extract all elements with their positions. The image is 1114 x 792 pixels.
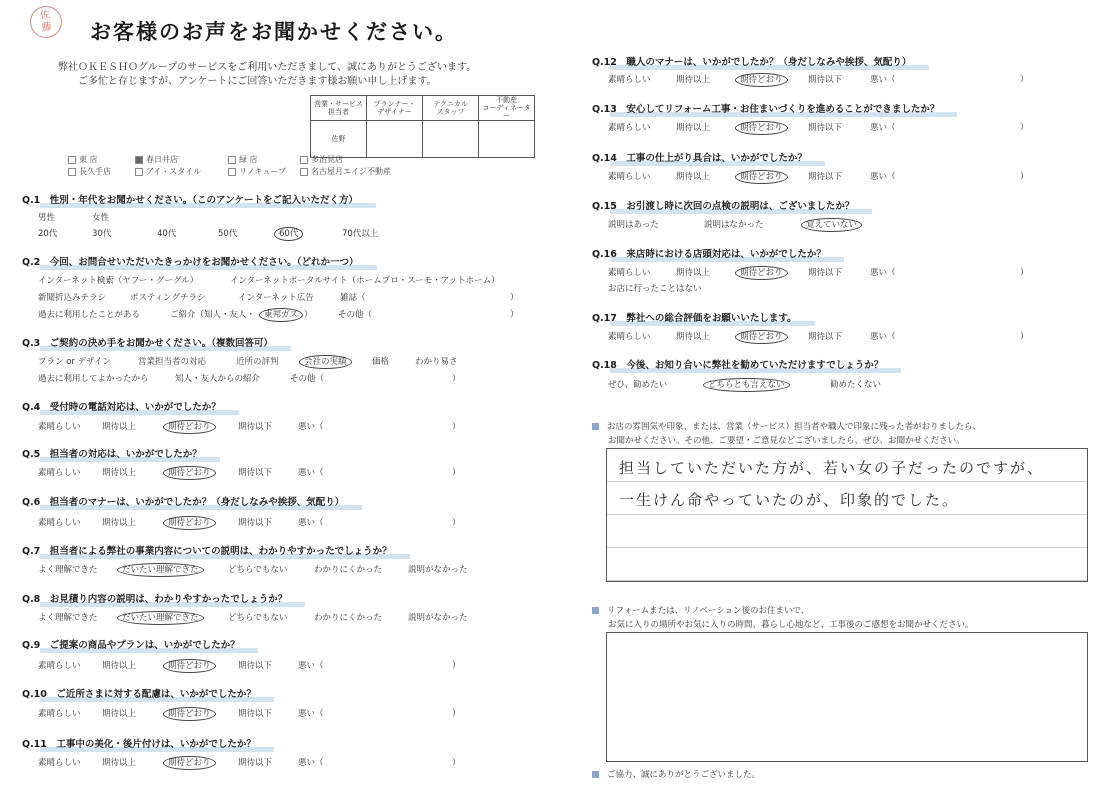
- comment-prompt-2b: お気に入りの場所やお気に入りの時間、暮らし心地など、工事後のご感想をお聞かせください。: [608, 620, 974, 630]
- answer-option[interactable]: 期待以上: [676, 268, 711, 278]
- answer-option[interactable]: お店に行ったことはない: [608, 284, 702, 294]
- paren-close: ）: [452, 758, 461, 768]
- answer-option[interactable]: 説明はあった: [608, 220, 659, 230]
- staff-value-realestate[interactable]: [479, 121, 535, 158]
- answer-option[interactable]: 悪い（: [870, 75, 896, 85]
- answer-option[interactable]: 期待以上: [676, 75, 711, 85]
- store-option[interactable]: 多治見店: [300, 154, 343, 165]
- question-title: Q.17 弊社への総合評価をお願いいたします。: [592, 310, 797, 324]
- answer-option-selected[interactable]: 期待どおり: [163, 659, 216, 673]
- store-option[interactable]: 長久手店: [68, 166, 111, 177]
- answer-option-selected[interactable]: 期待どおり: [163, 516, 216, 530]
- question-title: Q.8 お見積り内容の説明は、わかりやすかったでしょうか？: [22, 591, 287, 605]
- paren-close: ）: [1020, 75, 1029, 85]
- checkbox-icon: [68, 156, 76, 164]
- question-title: Q.7 担当者による弊社の事業内容についての説明は、わかりやすかったでしょうか？: [22, 543, 392, 557]
- answer-option[interactable]: 男性: [38, 213, 56, 223]
- answer-option-selected[interactable]: 期待どおり: [735, 266, 788, 280]
- question-title: Q.16 来店時における店頭対応は、いかがでしたか？: [592, 246, 826, 260]
- staff-header-sales: 営業・サービス 担当者: [311, 96, 367, 121]
- answer-option[interactable]: 素晴らしい: [608, 172, 651, 182]
- paren-close: ）: [452, 468, 461, 478]
- answer-option[interactable]: プラン or デザイン: [38, 357, 112, 367]
- answer-option[interactable]: わかりにくかった: [314, 613, 383, 623]
- question-title: Q.1 性別・年代をお聞かせください。（このアンケートをご記入いただく方）: [22, 192, 358, 206]
- paren-close: ）: [452, 374, 461, 384]
- checkbox-icon: [135, 168, 143, 176]
- checkbox-icon: [228, 168, 236, 176]
- question-title: Q.3 ご契約の決め手をお聞かせください。（複数回答可）: [22, 335, 273, 349]
- staff-value-sales[interactable]: 佐野: [311, 121, 367, 158]
- answer-option[interactable]: 説明はなかった: [704, 220, 764, 230]
- answer-option[interactable]: 50代: [218, 229, 238, 239]
- answer-option[interactable]: 悪い（: [298, 468, 324, 478]
- handwritten-answer-line-2: 一生けん命やっていたのが、印象的でした。: [619, 491, 960, 509]
- answer-option[interactable]: 悪い（: [298, 758, 324, 768]
- answer-option[interactable]: ぜひ、勧めたい: [608, 380, 668, 390]
- answer-option[interactable]: 期待以上: [676, 123, 711, 133]
- answer-option[interactable]: 期待以上: [102, 709, 137, 719]
- paren-close: ）: [452, 518, 461, 528]
- store-option[interactable]: 東 店: [68, 154, 98, 165]
- answer-option-selected[interactable]: 期待どおり: [163, 466, 216, 480]
- answer-option[interactable]: その他（: [290, 374, 325, 384]
- answer-option-selected[interactable]: だいたい理解できた: [117, 563, 204, 577]
- staff-header-realestate: 不動産 コーディネーター: [479, 96, 535, 121]
- answer-option[interactable]: どちらでもない: [228, 613, 288, 623]
- answer-option[interactable]: 新聞折込みチラシ: [38, 293, 107, 303]
- question-title: Q.6 担当者のマナーは、いかがでしたか？（身だしなみや挨拶、気配り）: [22, 494, 344, 508]
- answer-option[interactable]: インターネット検索（ヤフー・グーグル）: [38, 276, 199, 286]
- answer-option[interactable]: 期待以下: [808, 75, 843, 85]
- footer-thanks: ご協力、誠にありがとうございました。: [592, 768, 760, 780]
- answer-option[interactable]: 期待以下: [808, 172, 843, 182]
- paren-close: ）: [1020, 172, 1029, 182]
- inspector-stamp: 佐 藤: [28, 4, 64, 40]
- answer-option-selected[interactable]: 覚えていない: [801, 218, 862, 232]
- answer-option-selected[interactable]: どちらとも言えない: [703, 378, 790, 392]
- comment-box-after-renovation[interactable]: [606, 632, 1088, 762]
- comment-box-impressions[interactable]: [606, 448, 1088, 582]
- question-title: Q.5 担当者の対応は、いかがでしたか？: [22, 446, 202, 460]
- answer-option[interactable]: 悪い（: [870, 123, 896, 133]
- answer-option-selected[interactable]: 期待どおり: [735, 170, 788, 184]
- staff-table: [310, 95, 535, 158]
- paren-close: ）: [1020, 332, 1029, 342]
- question-title: Q.11 工事中の美化・後片付けは、いかがでしたか？: [22, 736, 256, 750]
- paren-close: ）: [1020, 268, 1029, 278]
- answer-option[interactable]: インターネットポータルサイト（ホームプロ・スーモ・アットホーム）: [230, 276, 500, 286]
- question-title: Q.4 受付時の電話対応は、いかがでしたか？: [22, 399, 221, 413]
- answer-option[interactable]: 知人・友人からの紹介: [175, 374, 261, 384]
- comment-prompt-1: お店の雰囲気や印象、または、営業（サービス）担当者や職人で印象に残った者がおりましたら、: [592, 420, 981, 432]
- paren-close: ）: [510, 310, 519, 320]
- question-title: Q.14 工事の仕上がり具合は、いかがでしたか？: [592, 150, 807, 164]
- answer-option[interactable]: 20代: [38, 229, 58, 239]
- store-option[interactable]: 緑 店: [228, 154, 258, 165]
- answer-option[interactable]: 期待以上: [102, 468, 137, 478]
- answer-option[interactable]: 素晴らしい: [608, 332, 651, 342]
- question-title: Q.15 お引渡し時に次回の点検の説明は、ございましたか？: [592, 198, 854, 212]
- comment-prompt-1b: お聞かせください。その他、ご要望・ご意見などございましたら、ぜひ、お聞かせください。: [608, 436, 965, 446]
- answer-option[interactable]: 期待以上: [102, 518, 137, 528]
- answer-option[interactable]: 悪い（: [298, 518, 324, 528]
- answer-option[interactable]: 悪い（: [870, 172, 896, 182]
- answer-option[interactable]: 期待以上: [676, 332, 711, 342]
- page-title: お客様のお声をお聞かせください。: [90, 20, 458, 44]
- answer-option[interactable]: 女性: [92, 213, 110, 223]
- answer-option[interactable]: 悪い（: [870, 332, 896, 342]
- answer-option[interactable]: 期待以上: [102, 758, 137, 768]
- answer-option[interactable]: 素晴らしい: [38, 709, 81, 719]
- intro-line-2: ご多忙と存じますが、アンケートにご回答いただきます様お願い申し上げます。: [78, 76, 437, 87]
- answer-option[interactable]: 悪い（: [298, 661, 324, 671]
- question-title: Q.10 ご近所さまに対する配慮は、いかがでしたか？: [22, 686, 256, 700]
- question-title: Q.9 ご提案の商品やプランは、いかがでしたか？: [22, 637, 240, 651]
- answer-option[interactable]: ポスティングチラシ: [130, 293, 206, 303]
- staff-header-planner: プランナー・ デザイナー: [367, 96, 423, 121]
- answer-option-selected[interactable]: 期待どおり: [163, 756, 216, 770]
- answer-option-selected[interactable]: 期待どおり: [735, 73, 788, 87]
- checkbox-icon: [300, 156, 308, 164]
- answer-option[interactable]: 悪い（: [298, 422, 324, 432]
- bullet-square-icon: [592, 423, 599, 430]
- paren-close: ）: [1020, 123, 1029, 133]
- store-option[interactable]: リノキューブ: [228, 166, 286, 177]
- answer-option[interactable]: ご紹介（知人・友人・: [170, 310, 256, 320]
- bullet-square-icon: [592, 607, 599, 614]
- question-title: Q.13 安心してリフォーム工事・お住まいづくりを進めることができましたか？: [592, 101, 939, 115]
- answer-option[interactable]: 説明がなかった: [408, 565, 468, 575]
- answer-option[interactable]: 素晴らしい: [608, 75, 651, 85]
- answer-option[interactable]: 素晴らしい: [38, 518, 81, 528]
- checkbox-icon: [228, 156, 236, 164]
- answer-option[interactable]: 期待以下: [808, 123, 843, 133]
- answer-option-selected[interactable]: 60代: [274, 227, 303, 241]
- answer-option[interactable]: 過去に利用したことがある: [38, 310, 141, 320]
- answer-option[interactable]: 期待以下: [238, 518, 273, 528]
- staff-value-planner[interactable]: [367, 121, 423, 158]
- answer-option[interactable]: よく理解できた: [38, 565, 98, 575]
- answer-option[interactable]: 30代: [92, 229, 112, 239]
- answer-option[interactable]: 説明がなかった: [408, 613, 468, 623]
- checkbox-icon: [300, 168, 308, 176]
- answer-option[interactable]: 期待以下: [238, 468, 273, 478]
- answer-option-selected[interactable]: 期待どおり: [735, 330, 788, 344]
- question-title: Q.18 今後、お知り合いに弊社を勧めていただけますでしょうか？: [592, 357, 883, 371]
- intro-line-1: 弊社ＯＫＥＳＨＯグループのサービスをご利用いただきまして、誠にありがとうございます。: [58, 62, 477, 73]
- bullet-square-icon: [592, 771, 599, 778]
- staff-value-technical[interactable]: [423, 121, 479, 158]
- handwritten-answer-line-1: 担当していただいた方が、若い女の子だったのですが、: [619, 459, 1045, 477]
- answer-option[interactable]: 40代: [157, 229, 177, 239]
- answer-option[interactable]: よく理解できた: [38, 613, 98, 623]
- paren-close: ）: [510, 293, 519, 303]
- answer-option[interactable]: 近所の評判: [236, 357, 279, 367]
- comment-prompt-2: リフォームまたは、リノベーション後のお住まいで、: [592, 604, 809, 616]
- answer-option[interactable]: わかり易さ: [415, 357, 458, 367]
- answer-option[interactable]: 素晴らしい: [38, 468, 81, 478]
- answer-option[interactable]: 素晴らしい: [38, 758, 81, 768]
- answer-option[interactable]: どちらでもない: [228, 565, 288, 575]
- answer-option-selected[interactable]: 期待どおり: [163, 707, 216, 721]
- staff-header-technical: テクニカル スタッフ: [423, 96, 479, 121]
- answer-option[interactable]: 期待以上: [676, 172, 711, 182]
- answer-option[interactable]: 期待以下: [808, 332, 843, 342]
- answer-option[interactable]: 悪い（: [870, 268, 896, 278]
- paren-close: ）: [452, 709, 461, 719]
- answer-option[interactable]: 期待以上: [102, 661, 137, 671]
- answer-option[interactable]: 期待以下: [238, 422, 273, 432]
- answer-option[interactable]: 70代以上: [342, 229, 379, 239]
- answer-option[interactable]: 営業担当者の対応: [138, 357, 207, 367]
- answer-option[interactable]: 雑誌（: [340, 293, 366, 303]
- answer-option[interactable]: 素晴らしい: [38, 422, 81, 432]
- answer-option[interactable]: 素晴らしい: [38, 661, 81, 671]
- answer-option-selected[interactable]: 会社の実績: [299, 355, 352, 369]
- question-title: Q.2 今回、お問合せいただいたきっかけをお聞かせください。（どれか一つ）: [22, 254, 359, 268]
- store-option[interactable]: 春日井店: [135, 154, 178, 165]
- answer-option-selected[interactable]: だいたい理解できた: [117, 611, 204, 625]
- paren-close: ）: [452, 422, 461, 432]
- answer-option[interactable]: 期待以下: [238, 709, 273, 719]
- answer-option[interactable]: 素晴らしい: [608, 268, 651, 278]
- answer-option-selected[interactable]: 期待どおり: [735, 121, 788, 135]
- answer-option[interactable]: 期待以下: [238, 758, 273, 768]
- answer-option[interactable]: その他（: [338, 310, 373, 320]
- question-title: Q.12 職人のマナーは、いかがでしたか？（身だしなみや挨拶、気配り）: [592, 54, 911, 68]
- answer-option[interactable]: わかりにくかった: [314, 565, 383, 575]
- answer-option[interactable]: 価格: [372, 357, 390, 367]
- answer-option-selected[interactable]: 期待どおり: [163, 420, 216, 434]
- answer-option[interactable]: 期待以上: [102, 422, 137, 432]
- answer-option[interactable]: 勧めたくない: [830, 380, 882, 390]
- answer-option[interactable]: 過去に利用してよかったから: [38, 374, 149, 384]
- checkbox-icon: [68, 168, 76, 176]
- answer-option[interactable]: 悪い（: [298, 709, 324, 719]
- answer-option[interactable]: 素晴らしい: [608, 123, 651, 133]
- store-option[interactable]: 名古屋月エイジ不動産: [300, 166, 391, 177]
- answer-option[interactable]: 期待以下: [238, 661, 273, 671]
- checked-checkbox-icon: [135, 156, 143, 164]
- store-option[interactable]: アイ・スタイル: [135, 166, 201, 177]
- paren-close: ）: [452, 661, 461, 671]
- paren-close: ）: [304, 310, 313, 320]
- answer-option[interactable]: インターネット広告: [238, 293, 314, 303]
- answer-option[interactable]: 期待以下: [808, 268, 843, 278]
- answer-option-selected[interactable]: 東邦ガス: [259, 308, 303, 322]
